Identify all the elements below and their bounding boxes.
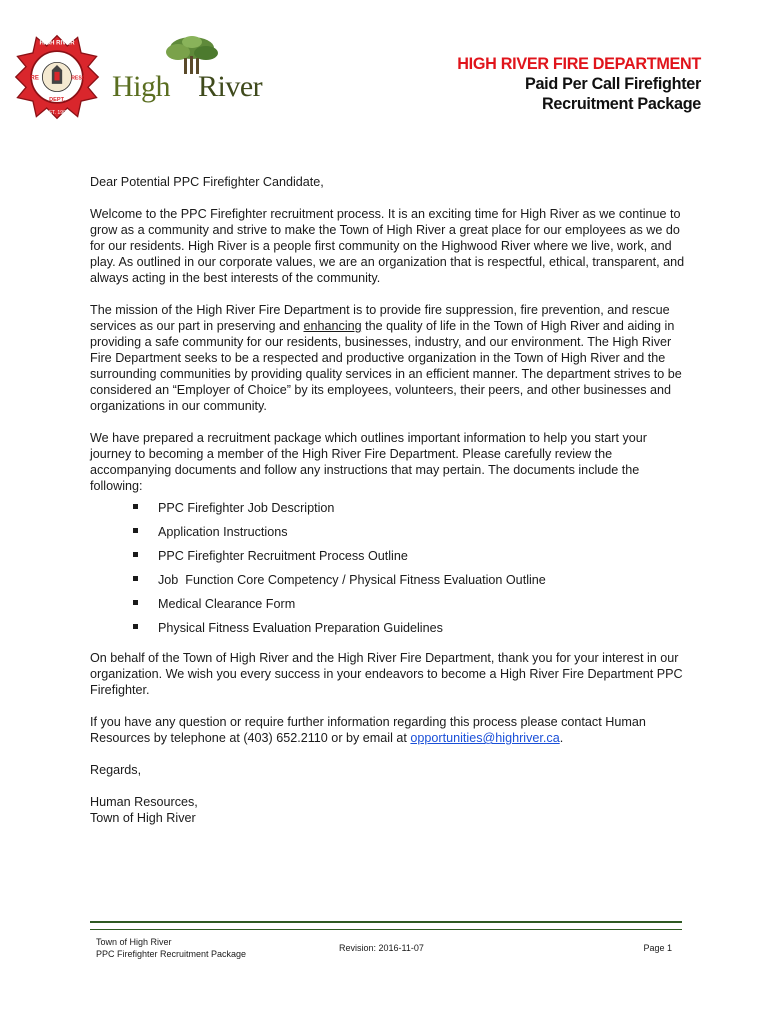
list-item: [90, 498, 690, 522]
badge-left-text: FIRE: [25, 75, 39, 82]
signature: [90, 794, 690, 826]
footer-page-number: Page 1: [643, 943, 672, 953]
tree-icon: [104, 34, 274, 74]
mission-underlined-word: enhancing: [303, 319, 362, 333]
list-item-text: Application Instructions: [158, 525, 288, 539]
contact-text: If you have any question or require further information regarding this process please contact Human Resources by telephone at (403) 652.2110 or by email at: [90, 715, 646, 745]
list-item-text: Medical Clearance Form: [158, 597, 296, 611]
bullet-icon: [133, 552, 138, 557]
footer-revision: Revision: 2016-11-07: [339, 943, 424, 953]
badge-est-text: EST. 1906: [45, 109, 69, 116]
signature-line1: Human Resources,: [90, 795, 198, 809]
list-item-text: Physical Fitness Evaluation Preparation Guidelines: [158, 621, 443, 635]
paragraph-welcome: Welcome to the PPC Firefighter recruitment process. It is an exciting time for High River as we continue to grow as a community and strive to make the Town of High River a great place for our employees as we do for our residents. High River is a people first community on the Highwood River where we live, work, and play. As outlined in our corporate values, we are an organization that is respectful, ethical, transparent, and always acting in the best interests of the community.: [90, 207, 685, 285]
town-of-high-river-logo: [104, 34, 274, 114]
paragraph-mission: [90, 302, 690, 414]
badge-right-text: RESCUE: [71, 75, 93, 82]
footer-package: PPC Firefighter Recruitment Package: [96, 949, 247, 959]
paragraph-package: We have prepared a recruitment package which outlines important information to help you start your journey to becoming a member of the High River Fire Department. Please carefully review the accompanying documents and follow any instructions that may pertain. The documents include the following:: [90, 431, 647, 493]
mission-text-start: The mission of the High River Fire Department is to provide fire suppression, fire prevention, and rescue services as our part in preserving and: [90, 303, 670, 333]
bullet-icon: [133, 528, 138, 533]
contact-text-end: .: [559, 731, 564, 745]
mission-text-end: the quality of life in the Town of High River and aiding in providing a safe community for our residents, businesses, industry, and our environment. The High River Fire Department seeks to be a respected and productive organization in the Town of High River and the surrounding communities by providing quality services in an efficient manner. The department strives to be considered an “Employer of Choice” by its employees, volunteers, their peers, and other businesses and organizations in our community.: [90, 319, 682, 413]
list-item: [90, 570, 690, 594]
footer-divider-thick: [90, 921, 682, 923]
bullet-icon: [133, 504, 138, 509]
document-header: [457, 54, 701, 114]
badge-bottom-text: DEPT.: [49, 97, 65, 104]
list-item: [90, 594, 690, 618]
paragraph-thanks: On behalf of the Town of High River and the High River Fire Department, thank you for your interest in our organization. We wish you every success in your endeavors to become a High River Fire Department PPC Firefighter.: [90, 651, 683, 697]
fire-department-badge-logo: [14, 34, 100, 120]
header-subtitle-line1: Paid Per Call Firefighter: [524, 75, 701, 93]
footer-left: [96, 936, 246, 960]
list-item: [90, 618, 690, 642]
list-item-text: PPC Firefighter Recruitment Process Outline: [158, 549, 408, 563]
list-item-text: Job Function Core Competency / Physical Fitness Evaluation Outline: [158, 573, 546, 587]
logo-word-high: High: [112, 70, 170, 103]
department-title: HIGH RIVER FIRE DEPARTMENT: [457, 55, 701, 73]
list-item: [90, 522, 690, 546]
footer-divider-thin: [90, 929, 682, 930]
town-logo-wordmark: [112, 70, 262, 104]
footer-town: Town of High River: [96, 937, 172, 947]
salutation: Dear Potential PPC Firefighter Candidate,: [90, 175, 324, 189]
bullet-icon: [133, 624, 138, 629]
bullet-icon: [133, 600, 138, 605]
header-subtitle-line2: Recruitment Package: [542, 95, 701, 113]
documents-list: [90, 498, 690, 642]
closing: Regards,: [90, 763, 142, 777]
signature-line2: Town of High River: [90, 811, 196, 825]
list-item-text: PPC Firefighter Job Description: [158, 501, 335, 515]
paragraph-contact: [90, 714, 690, 746]
bullet-icon: [133, 576, 138, 581]
logo-word-river: River: [198, 70, 263, 103]
letter-body: [90, 174, 690, 826]
list-item: [90, 546, 690, 570]
badge-top-text: HIGH RIVER: [39, 40, 75, 47]
email-link[interactable]: opportunities@highriver.ca: [410, 731, 560, 745]
